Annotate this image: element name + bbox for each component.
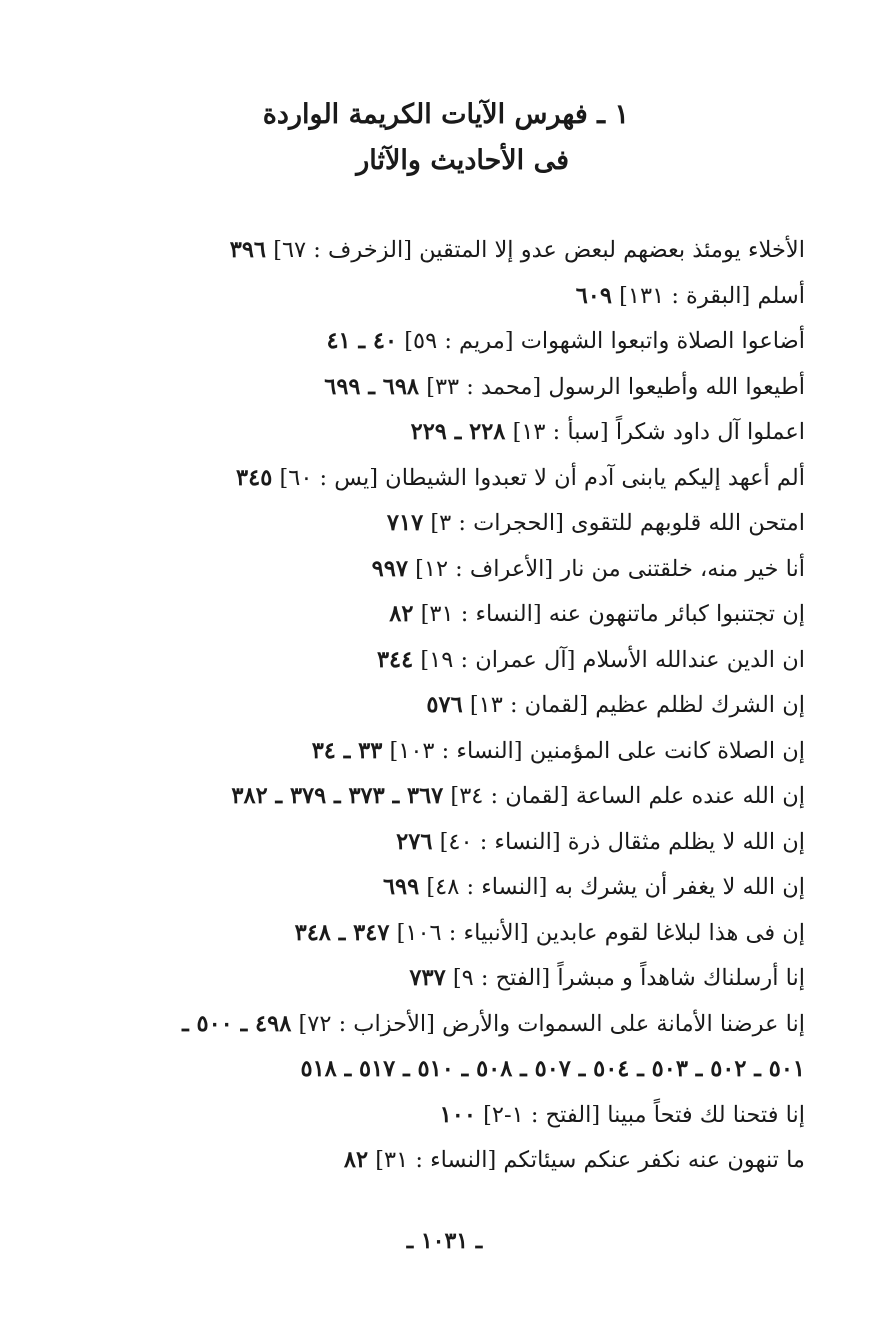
page-number: ـ ١٠٣١ ـ <box>406 1228 483 1254</box>
list-item <box>75 683 805 729</box>
page-refs: ٦٩٨ ـ ٦٩٩ <box>324 373 420 400</box>
page-refs: ٣٤٧ ـ ٣٤٨ <box>294 919 390 946</box>
verse-text: إن الشرك لظلم عظيم [لقمان : ١٣] <box>469 692 805 718</box>
page-refs: ٧٣٧ <box>409 965 446 991</box>
list-item <box>75 1093 805 1139</box>
verse-text: أسلم [البقرة : ١٣١] <box>619 282 805 309</box>
list-item <box>75 729 805 775</box>
heading-title: ١ ـ فهرس الآيات الكريمة الواردة <box>262 99 629 130</box>
page-refs: ٦٠٩ <box>575 282 612 309</box>
list-item <box>75 774 805 820</box>
page-refs: ٥٧٦ <box>426 692 463 718</box>
page-refs: ٢٢٨ ـ ٢٢٩ <box>410 419 506 445</box>
verse-text: ألم أعهد إليكم يابنى آدم أن لا تعبدوا الشيطان [يس : ٦٠] <box>279 464 805 491</box>
page-refs: ٣٤٤ <box>376 646 414 673</box>
verse-text: إنا عرضنا الأمانة على السموات والأرض [الأحزاب : ٧٢] <box>298 1010 805 1037</box>
verse-text: أضاعوا الصلاة واتبعوا الشهوات [مريم : ٥٩] <box>404 328 805 354</box>
list-item <box>75 547 805 593</box>
page-refs: ٢٧٦ <box>396 828 433 855</box>
list-item <box>75 592 805 638</box>
verse-text: إن الله لا يغفر أن يشرك به [النساء : ٤٨] <box>426 874 805 900</box>
verse-text: امتحن الله قلوبهم للتقوى [الحجرات : ٣] <box>430 510 805 536</box>
page-refs: ٣٤٥ <box>236 464 273 491</box>
verse-text: أطيعوا الله وأطيعوا الرسول [محمد : ٣٣] <box>426 373 805 400</box>
list-item <box>75 638 805 684</box>
verse-text: إن تجتنبوا كبائر ماتنهون عنه [النساء : ٣١] <box>420 601 805 627</box>
verse-text: ما تنهون عنه نكفر عنكم سيئاتكم [النساء : ٣١] <box>375 1147 805 1173</box>
page-refs: ٨٢ <box>389 601 414 627</box>
heading-subtitle: فى الأحاديث والآثار <box>356 145 569 176</box>
verse-text: إن فى هذا لبلاغا لقوم عابدين [الأنبياء : ١٠٦] <box>396 919 805 946</box>
page-refs: ٩٩٧ <box>371 555 408 582</box>
page-refs: ٧١٧ <box>386 510 424 536</box>
verse-text: الأخلاء يومئذ بعضهم لبعض عدو إلا المتقين [الزخرف : ٦٧] <box>273 237 805 263</box>
verse-text: إن الله لا يظلم مثقال ذرة [النساء : ٤٠] <box>439 828 805 855</box>
page-refs: ٣٦٧ ـ ٣٧٣ ـ ٣٧٩ ـ ٣٨٢ <box>231 783 444 809</box>
verse-text: ان الدين عندالله الأسلام [آل عمران : ١٩] <box>420 646 805 673</box>
list-item <box>75 456 805 502</box>
list-item <box>75 956 805 1002</box>
list-item <box>75 228 805 274</box>
verse-text: أنا خير منه، خلقتنى من نار [الأعراف : ١٢] <box>415 555 805 582</box>
list-item <box>75 1002 805 1048</box>
verse-text: اعملوا آل داود شكراً [سبأ : ١٣] <box>512 419 805 445</box>
list-item <box>75 410 805 456</box>
list-item-continuation <box>75 1047 805 1093</box>
list-item <box>75 911 805 957</box>
verse-text: إن الله عنده علم الساعة [لقمان : ٣٤] <box>450 783 805 809</box>
list-item <box>75 820 805 866</box>
list-item <box>75 501 805 547</box>
page-refs: ٦٩٩ <box>382 874 420 900</box>
index-heading <box>249 92 629 184</box>
verse-text: إنا أرسلناك شاهداً و مبشراً [الفتح : ٩] <box>452 965 805 991</box>
page-refs: ٥٠١ ـ ٥٠٢ ـ ٥٠٣ ـ ٥٠٤ ـ ٥٠٧ ـ ٥٠٨ ـ ٥١٠ ـ ٥١٧ ـ ٥١٨ <box>300 1056 805 1082</box>
verse-text: إن الصلاة كانت على المؤمنين [النساء : ١٠٣] <box>389 737 805 764</box>
page-refs: ٤٩٨ ـ ٥٠٠ ـ <box>182 1010 292 1037</box>
page-refs: ٣٩٦ <box>229 237 267 263</box>
page-refs: ١٠٠ <box>439 1101 476 1128</box>
list-item <box>75 1138 805 1184</box>
page-refs: ٤٠ ـ ٤١ <box>326 328 398 354</box>
list-item <box>75 319 805 365</box>
page-refs: ٨٢ <box>343 1147 369 1173</box>
verse-text: إنا فتحنا لك فتحاً مبينا [الفتح : ١-٢] <box>483 1101 805 1128</box>
verse-index-list <box>75 228 805 1184</box>
list-item <box>75 865 805 911</box>
page-refs: ٣٣ ـ ٣٤ <box>311 737 383 764</box>
list-item <box>75 365 805 411</box>
list-item <box>75 274 805 320</box>
